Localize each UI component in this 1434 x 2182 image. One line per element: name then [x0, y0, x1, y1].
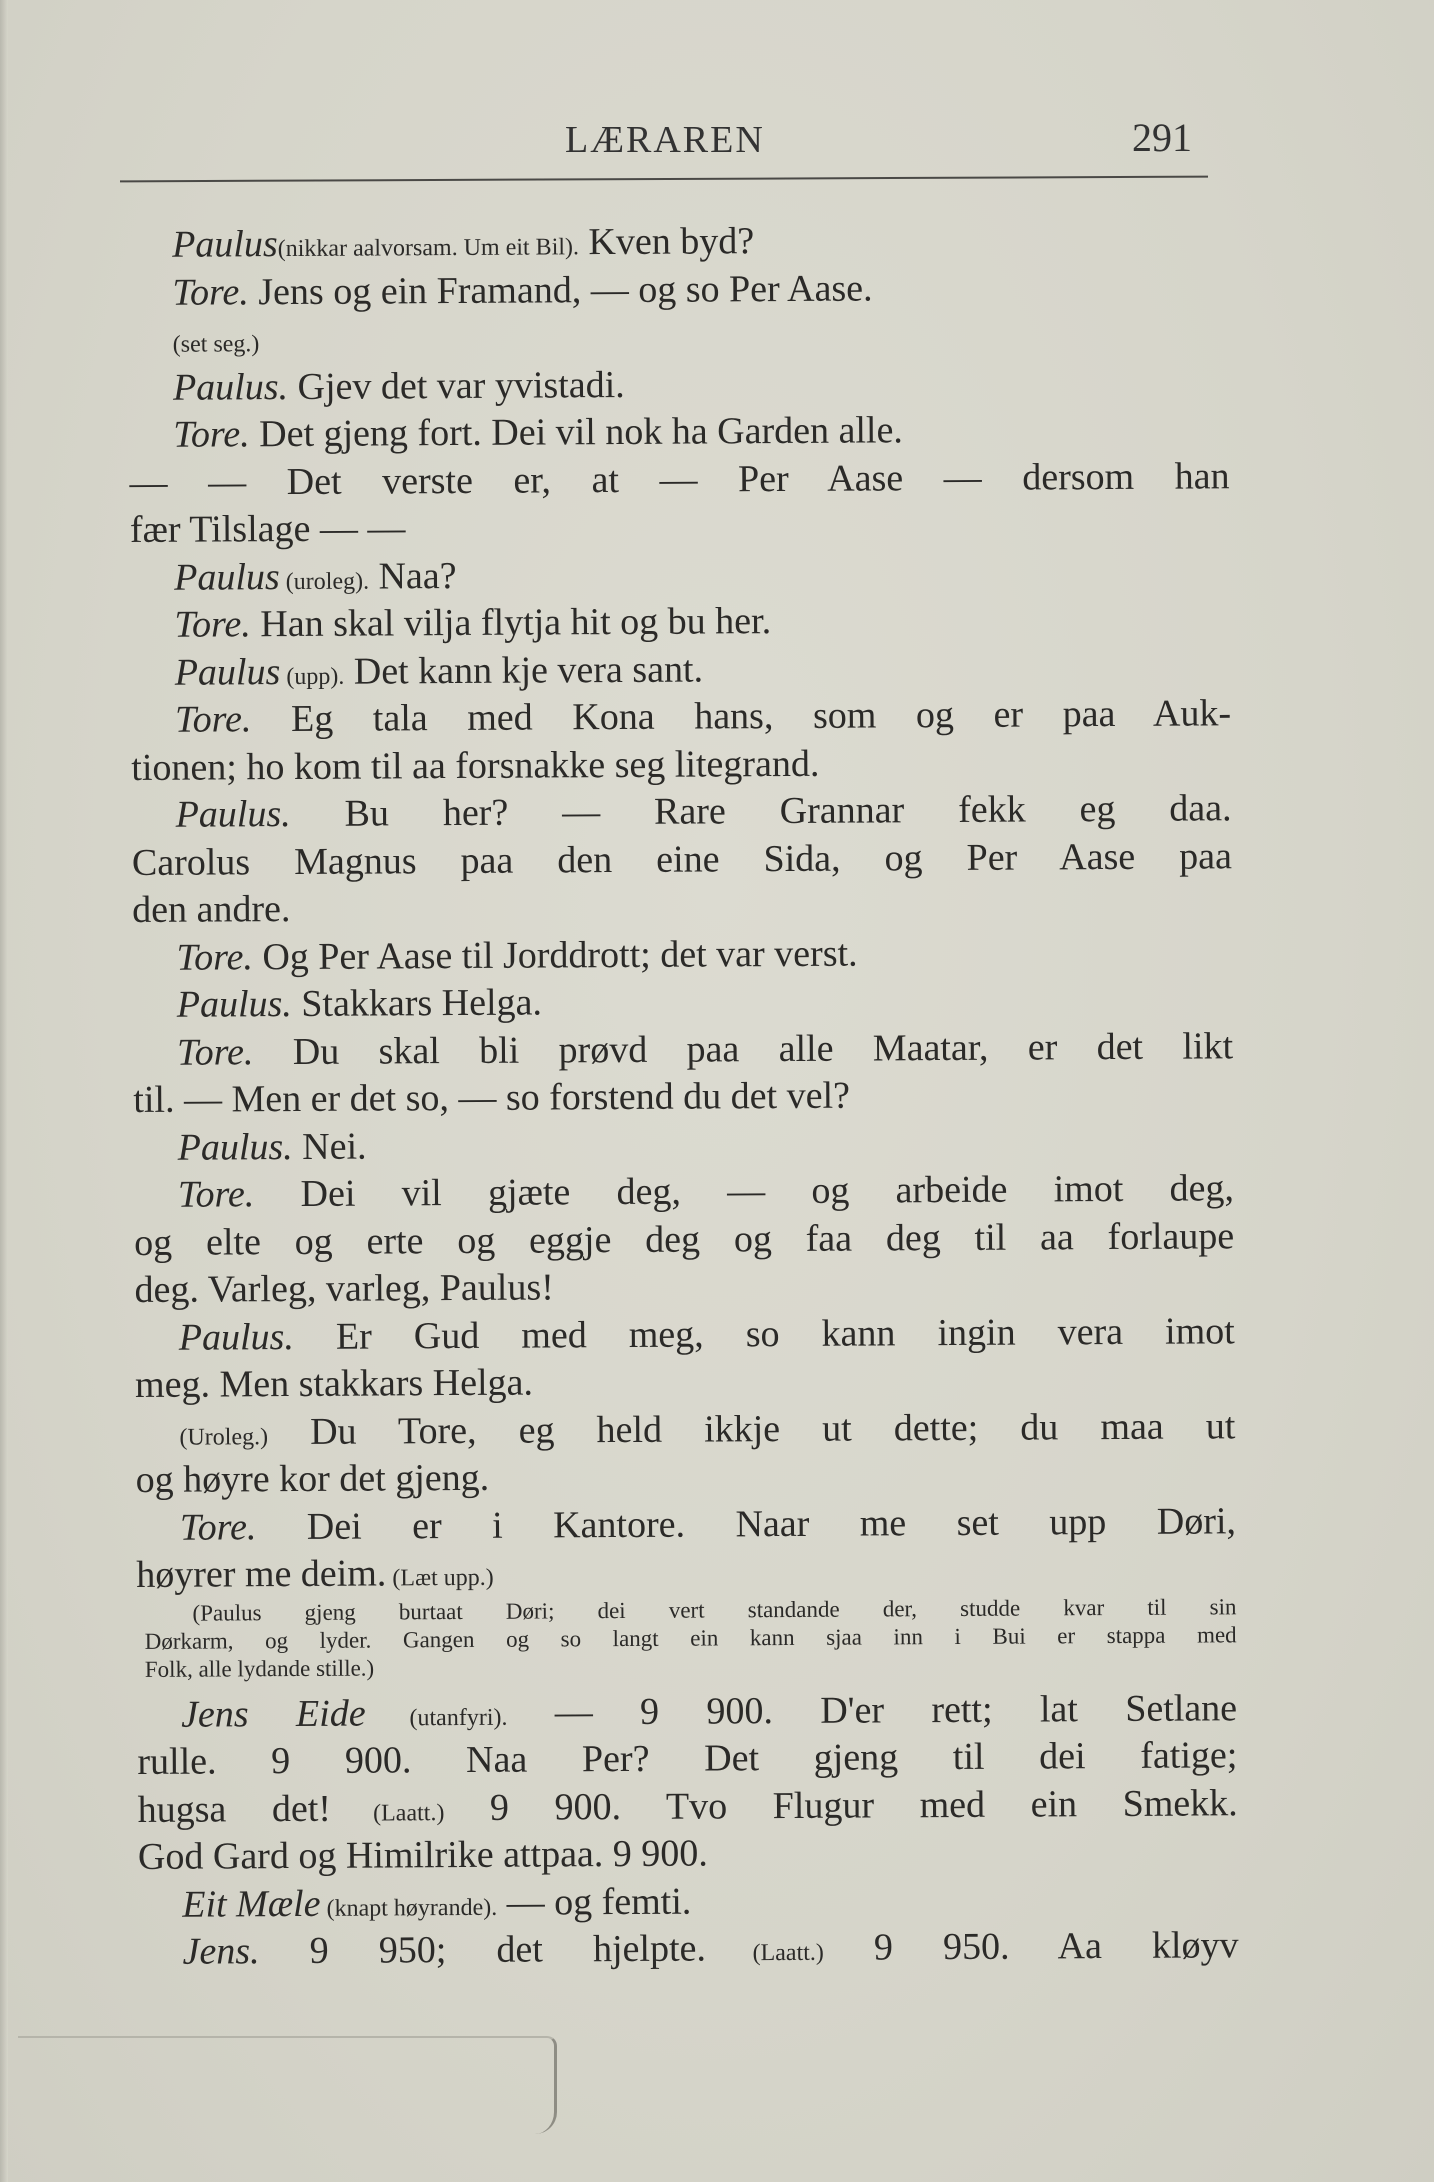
- text-line: [137, 1685, 1237, 1739]
- text-line: [129, 358, 1229, 412]
- text-line: [128, 263, 1228, 317]
- line-text: tionen; ho kom til aa forsnakke seg litegrand.: [131, 742, 820, 789]
- line-text: Jens og ein Framand, — og so Per Aase.: [248, 266, 873, 313]
- text-line: [133, 975, 1233, 1029]
- text-line: [134, 1213, 1234, 1267]
- text-line: [131, 738, 1231, 792]
- line-text: — og femti.: [497, 1880, 692, 1924]
- speaker-name: Paulus: [172, 223, 278, 266]
- stage-direction: (upp).: [280, 663, 345, 690]
- speaker-name: Tore.: [176, 935, 254, 979]
- speaker-name: Tore.: [174, 603, 251, 646]
- speaker-name: Paulus.: [178, 1315, 295, 1359]
- line-text: — — Det verste er, at — Per Aase — dersom han: [129, 454, 1230, 504]
- line-text: Eg tala med Kona hans, som og er paa Auk-: [251, 692, 1232, 741]
- line-text: Naa?: [368, 554, 457, 598]
- speaker-name: Paulus.: [175, 793, 291, 836]
- line-text: Carolus Magnus paa den eine Sida, og Per Aase paa: [131, 834, 1233, 884]
- text-line: [136, 1498, 1236, 1552]
- line-text: den andre.: [132, 888, 291, 931]
- text-line: [135, 1355, 1235, 1409]
- line-text: Det gjeng fort. Dei vil nok ha Garden alle.: [249, 409, 903, 456]
- line-text: Han skal vilja flytja hit og bu her.: [250, 600, 772, 646]
- text-line: [131, 785, 1231, 839]
- stage-direction: (utanfyri).: [365, 1704, 508, 1732]
- text-line: [134, 1165, 1234, 1219]
- text-line: [134, 1260, 1234, 1314]
- line-text: Gjev det var yvistadi.: [287, 363, 625, 408]
- line-text: hugsa det!: [137, 1787, 332, 1831]
- header-rule: [120, 176, 1208, 183]
- line-text: Bu her? — Rare Grannar fekk eg daa.: [290, 787, 1232, 836]
- speaker-name: Paulus.: [176, 983, 292, 1026]
- line-text: meg. Men stakkars Helga.: [134, 1361, 534, 1406]
- line-text: Stakkars Helga.: [291, 981, 543, 1026]
- text-line: [132, 880, 1232, 934]
- speaker-name: Tore.: [174, 698, 252, 741]
- text-line: [130, 548, 1230, 602]
- text-line: [138, 1875, 1238, 1929]
- stage-direction: (Uroleg.): [179, 1423, 269, 1451]
- line-text: Dei vil gjæte deg, — og arbeide imot deg,: [254, 1167, 1235, 1216]
- speaker-name: Tore.: [177, 1173, 255, 1216]
- line-text: og elte og erte og eggje deg og faa deg til aa forlaupe: [134, 1214, 1235, 1264]
- speaker-name: Paulus: [174, 555, 280, 599]
- text-line: [132, 928, 1232, 982]
- stage-direction: (nikkar aalvorsam. Um eit Bil).: [277, 234, 580, 263]
- text-line: [130, 595, 1230, 649]
- line-text: 9 950. Aa kløyv: [823, 1924, 1239, 1969]
- line-text: og høyre kor det gjeng.: [135, 1456, 490, 1501]
- stage-direction: (Laatt.): [705, 1939, 824, 1967]
- line-text: Nei.: [292, 1125, 367, 1168]
- stage-direction: (Læt upp.): [386, 1564, 494, 1592]
- text-line: [131, 690, 1231, 744]
- speaker-name: Eit Mæle: [182, 1882, 321, 1926]
- text-line: [131, 643, 1231, 697]
- drama-text: [128, 215, 1239, 1976]
- stage-direction: (knapt høyrande).: [320, 1894, 498, 1922]
- line-text: Du Tore, eg held ikkje ut dette; du maa ut: [267, 1404, 1236, 1453]
- stage-direction: (Laatt.): [330, 1799, 445, 1827]
- line-text: fær Tilslage — —: [129, 507, 406, 551]
- stage-direction: (uroleg).: [279, 568, 370, 595]
- line-text: til. — Men er det so, — so forstend du det vel?: [133, 1074, 851, 1121]
- stage-direction: (set seg.): [172, 331, 260, 358]
- speaker-name: Tore.: [176, 1030, 254, 1074]
- text-line: [129, 453, 1229, 507]
- stage-note-line: Folk, alle lydande stille.): [144, 1655, 375, 1682]
- speaker-name: Jens.: [182, 1930, 260, 1973]
- running-head: LÆRAREN: [565, 119, 765, 161]
- speaker-name: Tore.: [179, 1505, 257, 1549]
- line-text: høyrer me deim.: [136, 1552, 387, 1596]
- line-text: rulle. 9 900. Naa Per? Det gjeng til dei fatige;: [137, 1734, 1238, 1783]
- text-line: [137, 1732, 1237, 1786]
- text-line: [135, 1403, 1235, 1457]
- text-line: [133, 1070, 1233, 1124]
- line-text: Du skal bli prøvd paa alle Maatar, er det likt: [253, 1024, 1234, 1073]
- line-text: Er Gud med meg, so kann ingin vera imot: [293, 1309, 1235, 1358]
- speaker-name: Paulus.: [177, 1125, 293, 1169]
- line-text: Dei er i Kantore. Naar me set upp Døri,: [256, 1499, 1237, 1548]
- line-text: God Gard og Himilrike attpaa. 9 900.: [137, 1832, 708, 1878]
- stage-note-line: Dørkarm, og lyder. Gangen og so langt ein kann sjaa inn i Bui er stappa med: [144, 1621, 1237, 1654]
- text-line: [136, 1450, 1236, 1504]
- text-line: [132, 833, 1232, 887]
- page-number: 291: [1132, 115, 1192, 160]
- line-text: 9 950; det hjelpte.: [259, 1927, 707, 1973]
- text-line: [129, 405, 1229, 459]
- line-text: Kven byd?: [578, 220, 755, 264]
- line-text: Det kann kje vera sant.: [344, 647, 704, 693]
- page-edge: [0, 0, 8, 2182]
- text-line: [134, 1118, 1234, 1172]
- speaker-name: Paulus.: [172, 365, 289, 409]
- text-line: [138, 1780, 1238, 1834]
- text-line: [128, 215, 1228, 269]
- speaker-name: Tore.: [172, 270, 249, 314]
- speaker-name: Jens Eide: [180, 1692, 366, 1736]
- text-line: [138, 1922, 1238, 1976]
- text-line: [138, 1827, 1238, 1881]
- text-line: [136, 1545, 1236, 1599]
- page-corner-fold: [18, 2036, 557, 2134]
- line-text: — 9 900. D'er rett; lat Setlane: [507, 1686, 1238, 1734]
- text-line: [129, 310, 1229, 364]
- stage-note-line: (Paulus gjeng burtaat Døri; dei vert standande der, studde kvar til sin: [192, 1593, 1237, 1626]
- text-line: [130, 500, 1230, 554]
- line-text: deg. Varleg, varleg, Paulus!: [134, 1266, 554, 1311]
- speaker-name: Tore.: [173, 413, 250, 456]
- text-line: [133, 1023, 1233, 1077]
- line-text: 9 900. Tvo Flugur med ein Smekk.: [444, 1781, 1238, 1829]
- speaker-name: Paulus: [174, 650, 281, 694]
- line-text: Og Per Aase til Jorddrott; det var verst.: [252, 932, 858, 978]
- text-line: [135, 1308, 1235, 1362]
